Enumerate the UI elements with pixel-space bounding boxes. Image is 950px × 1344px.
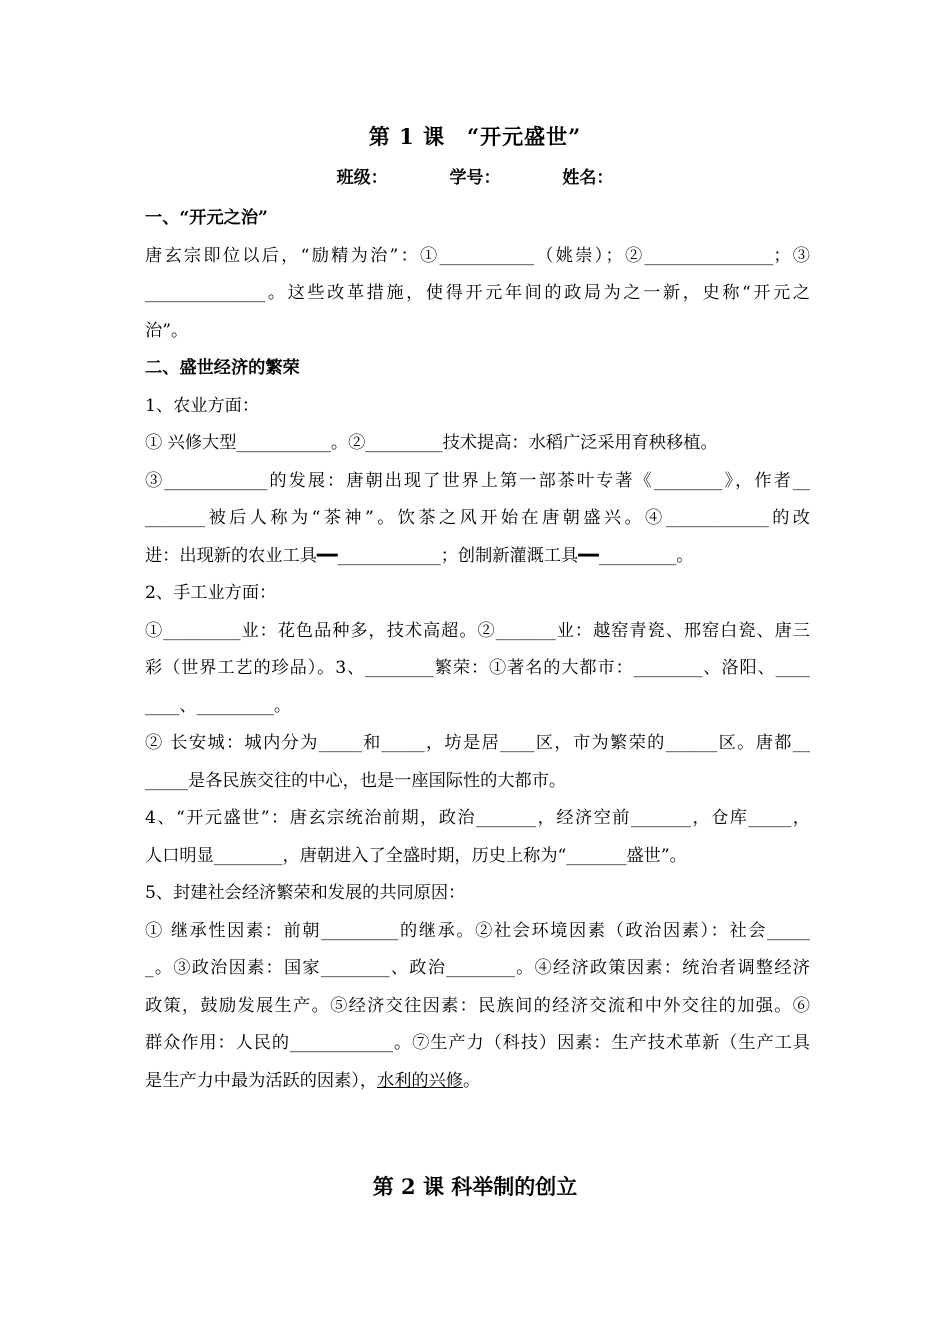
section-heading-economy: 二、盛世经济的繁荣: [145, 358, 300, 378]
lesson-1-body: [145, 200, 810, 1100]
text-segment: 是生产力中最为活跃的因素），: [145, 1070, 378, 1091]
underlined-answer: 水利的兴修: [377, 1070, 463, 1091]
subheading-agriculture: 1、农业方面：: [145, 395, 260, 416]
text-line: 人口明显________，唐朝进入了全盛时期，历史上称为“_______盛世”。: [145, 845, 687, 866]
lesson-1-title: [0, 121, 950, 151]
number-label: 学号：: [449, 168, 501, 188]
text-line: 治”。: [145, 320, 189, 341]
text-line: ①_________业：花色品种多，技术高超。②_______业：越窑青瓷、邢窑白瓷、唐三: [145, 620, 810, 641]
text-line: 群众作用：人民的____________。⑦生产力（科技）因素：生产技术革新（生产工具: [145, 1033, 810, 1053]
subheading-handicraft: 2、手工业方面：: [145, 583, 277, 603]
section-heading-kaiyuan-zhizhi: 一、“开元之治”: [145, 208, 268, 228]
text-line: 唐玄宗即位以后，“励精为治”：①___________（姚崇）；②_______________；③: [145, 245, 810, 266]
text-line: ② 长安城：城内分为_____和_____，坊是居____区，市为繁荣的______区。唐都__: [145, 733, 810, 753]
text-line: ① 继承性因素：前朝_________的继承。②社会环境因素（政治因素）：社会_____: [145, 920, 810, 941]
text-line: 政策，鼓励发展生产。⑤经济交往因素：民族间的经济交流和中外交往的加强。⑥: [145, 995, 810, 1016]
text-line: _。③政治因素：国家________、政治________。④经济政策因素：统治者调整经济: [145, 958, 810, 978]
lesson-1-title-text: 第 1 课 “开元盛世”: [368, 124, 582, 149]
text-line: ① 兴修大型___________。②_________技术提高：水稻广泛采用育秧移植。: [145, 433, 718, 453]
text-line: ______________。这些改革措施，使得开元年间的政局为之一新，史称“开元之: [145, 283, 810, 303]
text-line: ____、_________。: [145, 695, 292, 716]
text-line: _______被后人称为“茶神”。饮茶之风开始在唐朝盛兴。④____________的改: [145, 508, 810, 528]
text-line: 进：出现新的农业工具━━____________；创制新灌溉工具━━_________。: [145, 545, 694, 566]
student-info-row: [0, 163, 950, 188]
text-line: _____是各民族交往的中心，也是一座国际性的大都市。: [145, 770, 567, 791]
text-segment: 。: [462, 1070, 481, 1091]
lesson-2-title: 第 2 课 科举制的创立: [372, 1174, 578, 1199]
text-line: 彩（世界工艺的珍品）。3、________繁荣：①著名的大都市：________、洛阳、____: [145, 658, 810, 678]
name-label: 姓名：: [562, 168, 614, 188]
subheading-common-causes: 5、封建社会经济繁荣和发展的共同原因：: [145, 883, 466, 903]
text-line: ③____________的发展：唐朝出现了世界上第一部茶叶专著《________》，作者__: [145, 470, 810, 491]
class-label: 班级：: [336, 168, 388, 188]
text-line-last: [145, 1063, 810, 1101]
text-line: 4、“开元盛世”：唐玄宗统治前期，政治_______，经济空前_______，仓库_____，: [145, 808, 810, 828]
